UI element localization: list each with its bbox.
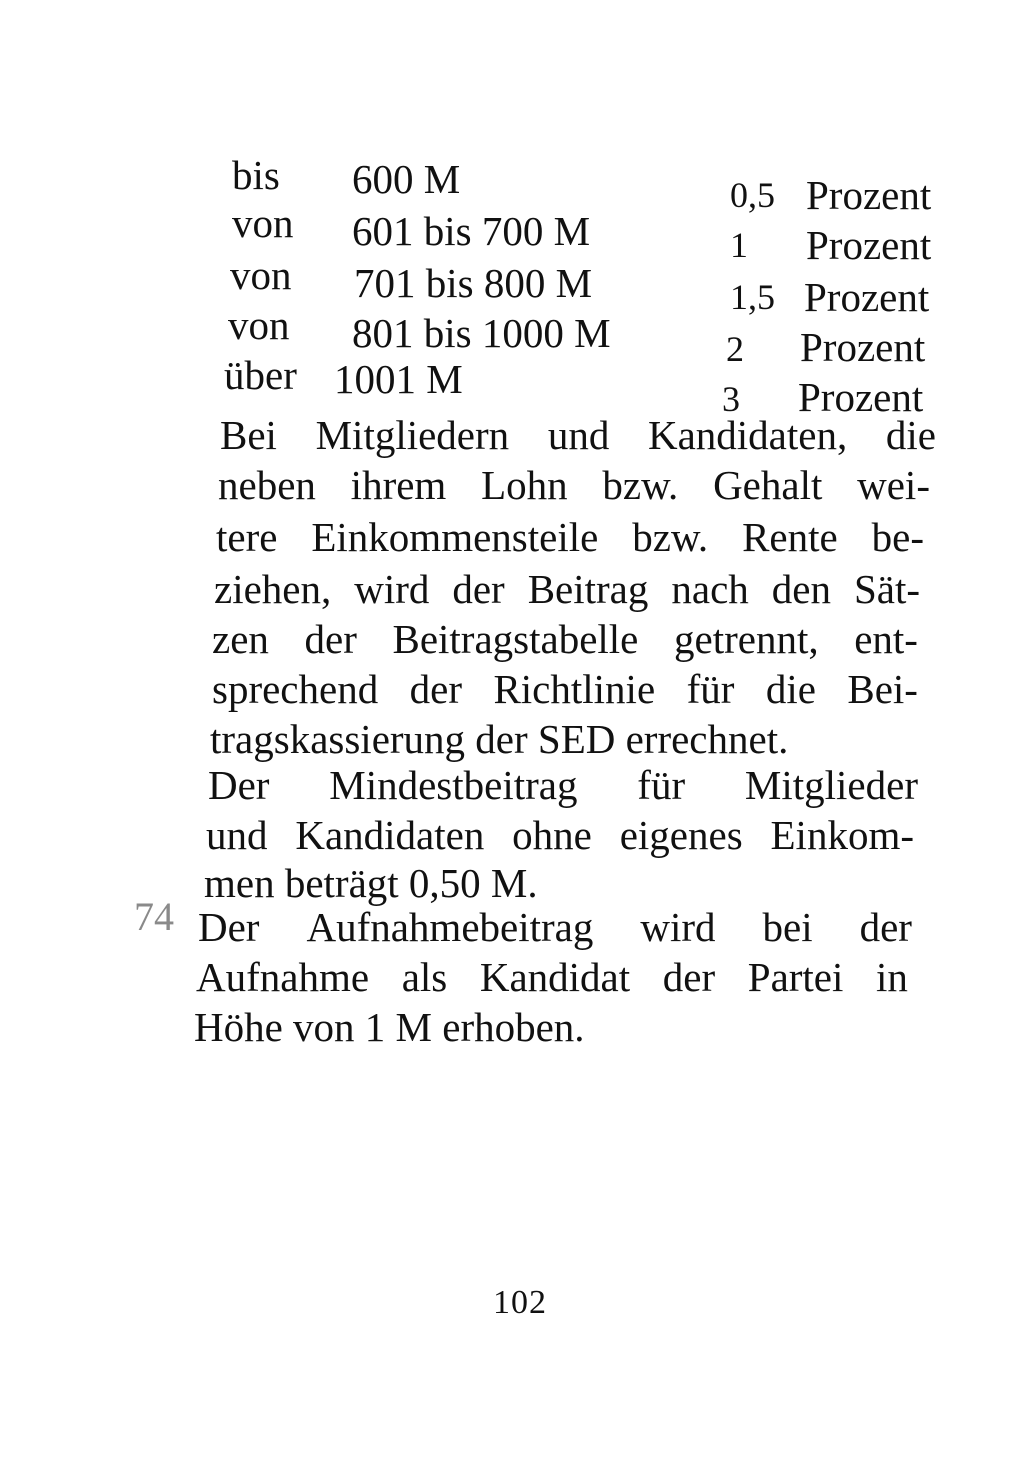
fee-row-unit: Prozent [806,172,932,218]
word: eigenes [619,812,743,858]
word: wei- [857,462,930,508]
word: Aufnahmebeitrag [306,904,594,950]
word: für [637,762,686,808]
text-line [206,810,914,860]
word: Rente [742,514,838,560]
word: der [662,954,716,1000]
word: Kandidat [479,954,631,1000]
word: der [409,666,462,712]
word: Der [198,904,260,950]
word: wird [640,904,716,950]
text-line [218,460,930,510]
word: ent- [854,616,918,662]
word: nach [671,566,749,612]
word: Bei- [847,666,918,712]
word: in [876,954,908,1000]
word: wird [354,566,430,612]
word: tere [216,514,278,560]
text-line [208,760,918,810]
fee-row-rate: 0,5 [730,175,775,215]
word: Mindestbeitrag [329,762,578,808]
word: als [401,954,448,1000]
word: ziehen, [214,566,332,612]
fee-row-range: 601 bis 700 M [352,208,591,254]
fee-row-unit: Prozent [804,274,930,320]
word: bzw. [632,514,709,560]
word: den [771,566,831,612]
fee-row-label: von [228,302,290,348]
word: Kandidaten, [647,412,848,458]
text-line: tragskassierung der SED errechnet. [210,716,789,762]
word: Der [208,762,270,808]
text-line [212,664,918,714]
word: neben [218,462,316,508]
word: Mitgliedern [315,412,510,458]
word: Kandidaten [295,812,485,858]
text-line [212,614,918,664]
text-line [216,512,924,562]
fee-row-rate: 3 [722,379,740,419]
word: und [547,412,610,458]
fee-row-rate: 1,5 [730,277,775,317]
word: Bei [220,412,277,458]
fee-row-unit: Prozent [798,374,924,420]
word: Sät- [853,566,920,612]
fee-row-label: über [224,352,297,398]
fee-row-unit: Prozent [806,222,932,268]
page-number: 102 [493,1284,547,1321]
word: bzw. [602,462,679,508]
text-line [214,564,920,614]
fee-row-rate: 2 [726,329,744,369]
word: Richtlinie [493,666,656,712]
fee-row-unit: Prozent [800,324,926,370]
word: die [885,412,936,458]
word: Mitglieder [744,762,918,808]
fee-row-range: 801 bis 1000 M [352,310,611,356]
word: be- [871,514,924,560]
word: sprechend [212,666,379,712]
word: der [452,566,505,612]
fee-row-range: 701 bis 800 M [354,260,593,306]
text-line [196,952,908,1002]
text-line: men beträgt 0,50 M. [204,860,538,906]
fee-row-rate: 1 [730,225,748,265]
text-line [220,410,936,460]
word: der [304,616,357,662]
word: Einkommensteile [311,514,599,560]
word: Einkom- [770,812,914,858]
text-line [198,902,912,952]
fee-row-label: von [232,200,294,246]
word: Beitrag [527,566,649,612]
fee-table [0,0,1024,420]
word: und [206,812,268,858]
word: bei [762,904,813,950]
margin-paragraph-number: 74 [134,894,174,939]
word: Partei [747,954,844,1000]
word: Beitragstabelle [392,616,639,662]
word: Gehalt [713,462,823,508]
fee-row-label: von [230,252,292,298]
fee-row-label: bis [232,152,280,198]
word: für [686,666,735,712]
fee-row-range: 1001 M [334,356,463,402]
word: zen [212,616,269,662]
word: ohne [512,812,592,858]
word: Lohn [481,462,568,508]
text-line: Höhe von 1 M erhoben. [194,1004,585,1050]
word: ihrem [350,462,447,508]
word: die [765,666,816,712]
word: Aufnahme [196,954,370,1000]
fee-row-range: 600 M [352,156,461,202]
word: der [859,904,912,950]
word: getrennt, [674,616,819,662]
